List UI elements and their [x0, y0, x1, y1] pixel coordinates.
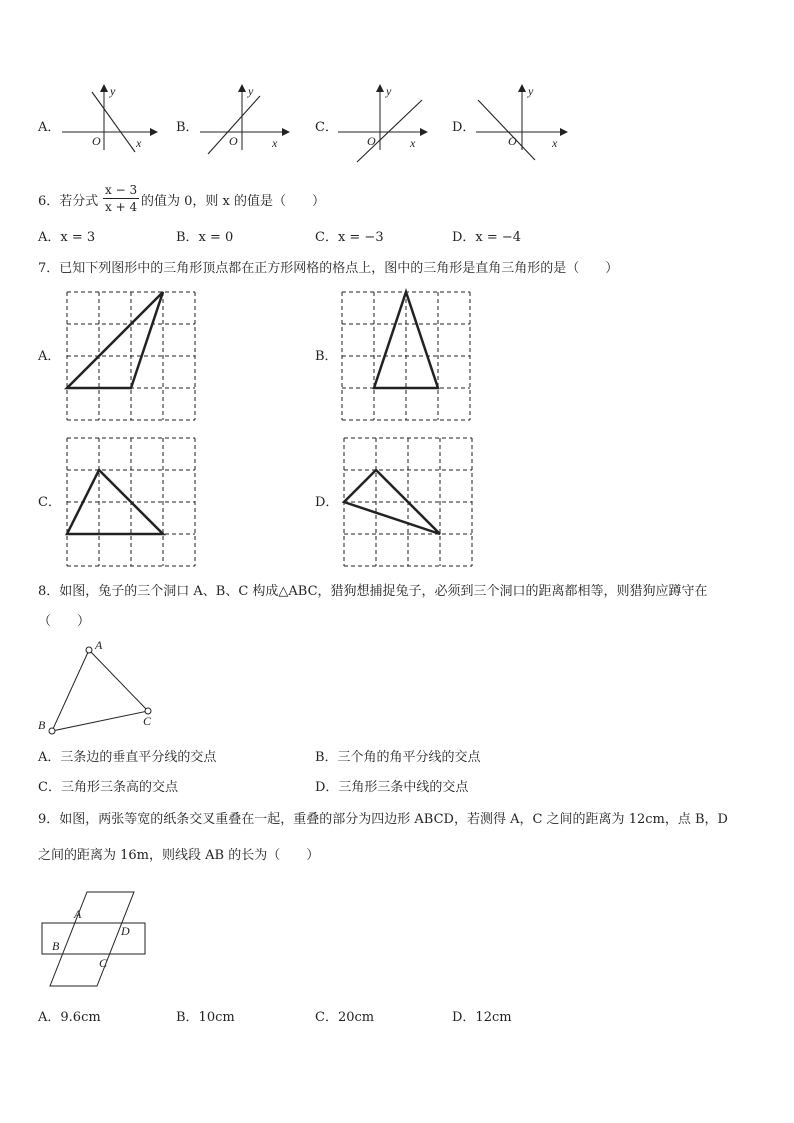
q9-option-c: C．20cm — [315, 1010, 375, 1025]
q6-option-c: C．x = −3 — [315, 230, 384, 245]
q6-prefix: 6．若分式 — [38, 194, 99, 209]
origin-label: O — [508, 134, 517, 148]
vertex-label-a: A — [74, 907, 82, 921]
option-letter: D． — [452, 120, 476, 135]
q6-option-d: D．x = −4 — [452, 230, 522, 245]
y-axis-label: y — [386, 84, 392, 98]
vertex-label-c: C — [143, 714, 152, 728]
y-axis-label: y — [528, 84, 534, 98]
q8-option-c: C．三角形三条高的交点 — [38, 780, 178, 795]
vertex-label-b: B — [38, 718, 46, 732]
q7-question: 7．已知下列图形中的三角形顶点都在正方形网格的格点上，图中的三角形是直角三角形的是（ ） — [38, 261, 619, 276]
q9-option-a: A．9.6cm — [38, 1010, 101, 1025]
vertex-label-b: B — [52, 939, 60, 953]
q8-option-b: B．三个角的角平分线的交点 — [315, 750, 481, 765]
origin-label: O — [92, 134, 101, 148]
q8-option-a: A．三条边的垂直平分线的交点 — [38, 750, 217, 765]
q9-option-d: D．12cm — [452, 1010, 512, 1025]
q8-question-line1: 8．如图，兔子的三个洞口 A、B、C 构成△ABC，猎狗想捕捉兔子，必须到三个洞口的距离都相等，则猎狗应蹲守在 — [38, 584, 708, 599]
q6-suffix: 的值为 0，则 x 的值是（ ） — [141, 194, 325, 209]
vertex-label-d: D — [121, 924, 130, 938]
option-letter: B． — [176, 120, 199, 135]
y-axis-label: y — [248, 84, 254, 98]
q6-option-b: B．x = 0 — [176, 230, 234, 245]
x-axis-label: x — [552, 136, 558, 150]
fraction-denominator: x + 4 — [105, 200, 138, 214]
q8-option-d: D．三角形三条中线的交点 — [315, 780, 469, 795]
q9-option-b: B．10cm — [176, 1010, 235, 1025]
option-letter: C． — [315, 120, 338, 135]
q8-question-line2: （ ） — [38, 614, 91, 629]
q9-question-line1: 9．如图，两张等宽的纸条交叉重叠在一起，重叠的部分为四边形 ABCD，若测得 A，C 之间的距离为 12cm，点 B，D — [38, 812, 728, 827]
q7-label-d: D． — [315, 495, 339, 510]
vertex-label-c: C — [99, 956, 108, 970]
q9-question-line2: 之间的距离为 16m，则线段 AB 的长为（ ） — [38, 848, 320, 863]
fraction-numerator: x − 3 — [105, 183, 138, 197]
x-axis-label: x — [410, 136, 416, 150]
q7-label-c: C． — [38, 495, 61, 510]
x-axis-label: x — [136, 136, 142, 150]
y-axis-label: y — [110, 84, 116, 98]
option-letter: A． — [38, 120, 61, 135]
origin-label: O — [229, 134, 238, 148]
q7-label-b: B． — [315, 349, 338, 364]
x-axis-label: x — [272, 136, 278, 150]
origin-label: O — [367, 134, 376, 148]
q7-label-a: A． — [38, 349, 61, 364]
vertex-label-a: A — [95, 638, 103, 652]
q6-option-a: A．x = 3 — [38, 230, 96, 245]
